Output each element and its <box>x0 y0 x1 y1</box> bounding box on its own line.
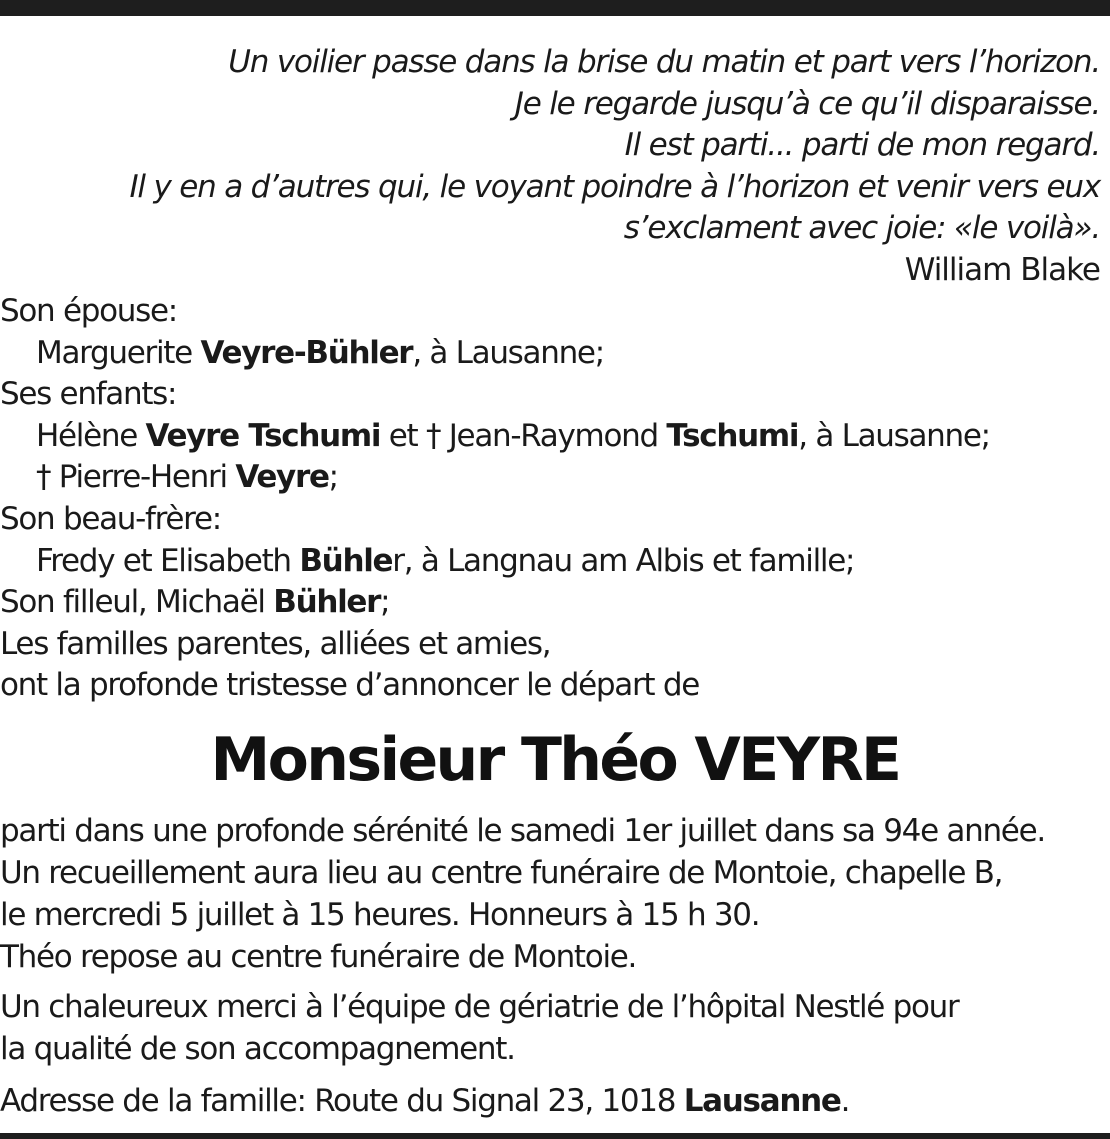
spouse-first-name: Marguerite <box>36 334 201 371</box>
godson-last-name: Bühler <box>273 584 381 621</box>
children-heading: Ses enfants: <box>0 376 177 413</box>
passing-line: parti dans une profonde sérénité le samedi 1er juillet dans sa 94e année. <box>0 813 1045 849</box>
poem-author: William Blake <box>904 251 1100 288</box>
ceremony-line: Un recueillement aura lieu au centre funéraire de Montoie, chapelle B, <box>0 855 1003 891</box>
spouse-location: , à Lausanne; <box>412 334 604 371</box>
address-line <box>0 1080 1110 1122</box>
spouse-last-name: Veyre-Bühler <box>200 334 413 371</box>
child-partner-last-name: Tschumi <box>666 417 799 454</box>
address-street: Adresse de la famille: Route du Signal 23, 1018 <box>0 1083 684 1119</box>
thanks-line: Un chaleureux merci à l’équipe de gériatrie de l’hôpital Nestlé pour <box>0 989 959 1025</box>
child-partner-name: et † Jean-Raymond <box>380 417 667 454</box>
bottom-rule <box>0 1133 1110 1139</box>
godson-punctuation: ; <box>380 584 390 621</box>
relatives-line: Les familles parentes, alliées et amies, <box>0 625 551 662</box>
poem-line: s’exclament avec joie: «le voilà». <box>623 210 1100 246</box>
brother-in-law-last-name-tail: r <box>392 542 404 579</box>
brother-in-law-last-name: Bühle <box>299 542 393 579</box>
family-list <box>0 291 1100 707</box>
funeral-details <box>0 810 1110 1122</box>
poem-line: Il est parti... parti de mon regard. <box>624 127 1100 163</box>
poem-line: Un voilier passe dans la brise du matin et part vers l’horizon. <box>228 44 1100 80</box>
thanks-line: la qualité de son accompagnement. <box>0 1031 515 1067</box>
child-entry <box>0 416 1100 458</box>
poem-line: Je le regarde jusqu’à ce qu’il disparaisse. <box>514 85 1100 122</box>
child-location: , à Lausanne; <box>798 417 990 454</box>
child-last-name: Veyre <box>235 459 329 496</box>
poem-line: Il y en a d’autres qui, le voyant poindre à l’horizon et venir vers eux <box>129 168 1100 205</box>
godson-first-name: Son filleul, Michaël <box>0 584 274 621</box>
brother-in-law-entry <box>0 541 1100 583</box>
address-punctuation: . <box>840 1083 850 1119</box>
top-rule <box>0 0 1110 16</box>
ceremony-line: le mercredi 5 juillet à 15 heures. Honneurs à 15 h 30. <box>0 897 760 933</box>
rest-place-line: Théo repose au centre funéraire de Montoie. <box>0 939 637 975</box>
child-first-name: Hélène <box>36 417 146 454</box>
announcement-line: ont la profonde tristesse d’annoncer le départ de <box>0 667 699 704</box>
deceased-name: Monsieur Théo VEYRE <box>210 725 900 795</box>
child-last-name: Veyre Tschumi <box>145 417 381 454</box>
brother-in-law-location: , à Langnau am Albis et famille; <box>403 542 855 579</box>
address-city: Lausanne <box>683 1083 841 1119</box>
spouse-heading: Son épouse: <box>0 293 177 329</box>
godson-entry <box>0 582 1100 624</box>
child-punctuation: ; <box>328 459 338 496</box>
spouse-entry <box>0 333 1100 375</box>
brother-in-law-first-names: Fredy et Elisabeth <box>36 542 300 579</box>
child-first-name: † Pierre-Henri <box>36 459 236 496</box>
child-entry <box>0 457 1100 499</box>
poem-quote <box>40 42 1100 291</box>
brother-in-law-heading: Son beau-frère: <box>0 500 221 537</box>
